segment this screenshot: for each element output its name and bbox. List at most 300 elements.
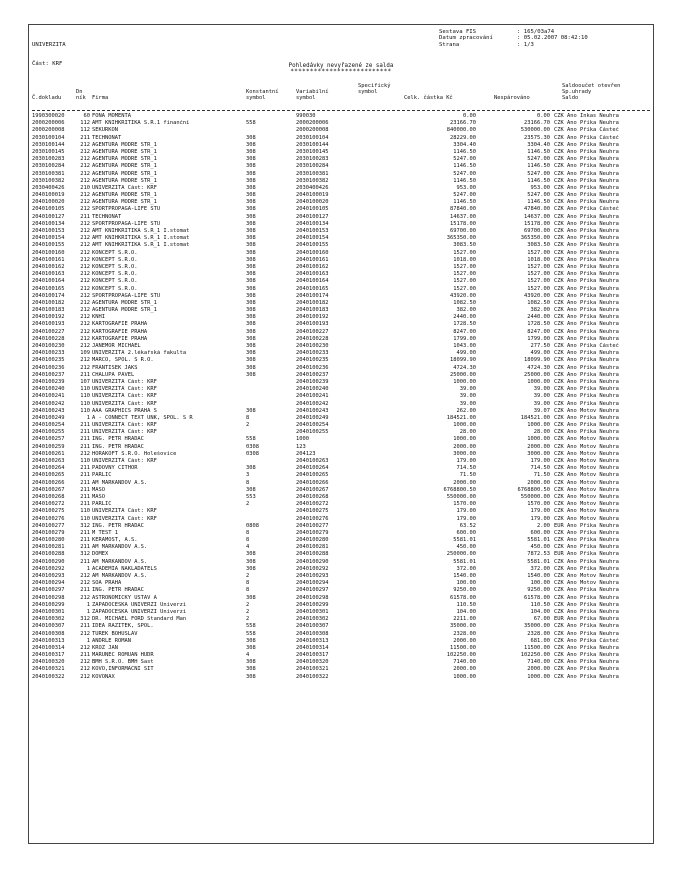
unpaired-amount: 67.00 [533,616,550,623]
saldo-status: CZK Ano Motov Neuhra [554,479,619,486]
variable-symbol: 2040100322 [296,673,329,680]
total-amount: 35000.00 [450,623,476,630]
doc-number: 2040100317 [32,652,65,659]
constant-symbol: 308 [246,465,256,472]
table-row [32,286,650,293]
doc-number: 2040100127 [32,213,65,220]
doc-number: 2040100235 [32,357,65,364]
unpaired-amount: 1000.00 [527,378,550,385]
variable-symbol: 2040100272 [296,501,329,508]
firm-name: KONCEPT S.R.O. [92,285,138,292]
constant-symbol: 308 [246,220,256,227]
doc-number: 2040100272 [32,501,65,508]
doc-number: 2040100267 [32,486,65,493]
org-name: UNIVERZITA [32,41,66,48]
total-amount: 5247.00 [453,192,476,199]
firm-name: DOMEX [92,551,109,558]
total-amount: 23166.70 [450,120,476,127]
doc-number: 2040100160 [32,249,65,256]
variable-symbol: 2040100227 [296,328,329,335]
firm-name: AMT KNIHKRITIKA S.R_1 I.stomat [92,235,190,242]
saldo-status: CZK Ano Příka Neuhra [554,120,619,127]
variable-symbol: 2040100235 [296,357,329,364]
unpaired-amount: 7140.00 [527,659,550,666]
constant-symbol: 308 [246,263,256,270]
journal-code: 212 [80,580,90,587]
table-row [32,350,650,357]
unpaired-amount: 1146.50 [527,163,550,170]
doc-number: 2040100155 [32,242,65,249]
journal-code: 212 [80,235,90,242]
table-row [32,163,650,170]
table-row [32,343,650,350]
firm-name: MASO [92,493,105,500]
table-row [32,551,650,558]
total-amount: 1527.00 [453,278,476,285]
unpaired-amount: 499.00 [530,350,550,357]
doc-number: 2040100314 [32,644,65,651]
doc-number: 2040100268 [32,493,65,500]
table-row [32,501,650,508]
constant-symbol: 2 [246,616,250,623]
saldo-status: CZK Ano Motov Neuhra [554,436,619,443]
firm-name: TECHNONAT [92,134,122,141]
firm-name: KARTOGRAFIE PRAHA [92,321,148,328]
saldo-status: CZK Ano Příka Neuhra [554,314,619,321]
saldo-status: CZK Ano Příka Neuhra [554,652,619,659]
journal-code: 211 [80,529,90,536]
variable-symbol: 2040100292 [296,565,329,572]
total-amount: 4724.30 [453,364,476,371]
unpaired-amount: 3083.50 [527,242,550,249]
saldo-status: CZK Ano Příka Neuhra [554,587,619,594]
report-page [28,24,654,844]
constant-symbol: 308 [246,285,256,292]
firm-name: AMT KNIHKRITIKA S.R.1 finanční [92,120,190,127]
table-row [32,429,650,436]
journal-code: 212 [80,328,90,335]
journal-code: 112 [80,120,90,127]
unpaired-amount: 5581.01 [527,558,550,565]
total-amount: 1146.50 [453,163,476,170]
firm-name: AGENTURA MODRÉ STR_1 [92,307,157,314]
table-row [32,472,650,479]
saldo-status: CZK Ano Příka Neuhra [554,141,619,148]
firm-name: KROZ JAN [92,644,118,651]
firm-name: FRANTIŠEK JAKS [92,364,138,371]
firm-name: AGENTURA MODRÉ STR_1 [92,199,157,206]
doc-number: 2040100183 [32,307,65,314]
journal-code: 211 [80,422,90,429]
total-amount: 110.50 [456,601,476,608]
unpaired-amount: 1018.00 [527,256,550,263]
saldo-status: CZK Ano Příka Neuhra [554,608,619,615]
saldo-status: CZK Ano Příka Neuhra [554,422,619,429]
total-amount: 3000.00 [453,450,476,457]
journal-code: 110 [80,386,90,393]
unpaired-amount: 953.00 [530,184,550,191]
saldo-status: CZK Ano Příka Neuhra [554,659,619,666]
doc-number: 2030100382 [32,177,65,184]
doc-number: 2040100174 [32,292,65,299]
doc-number: 2030100144 [32,141,65,148]
total-amount: 1570.00 [453,501,476,508]
saldo-status: CZK Ano Příka Neuhra [554,429,619,436]
firm-name: PARLIC [92,501,112,508]
firm-name: KARTOGRAFIE PRAHA [92,335,148,342]
saldo-status: CZK Ano Příka Neuhra [554,292,619,299]
doc-number: 2040100255 [32,429,65,436]
table-row [32,171,650,178]
journal-code: 1 [86,565,90,572]
saldo-status: CZK Ano Příka Neuhra [554,192,619,199]
unpaired-amount: 2.00 [537,522,550,529]
meta-separator: : [517,41,521,48]
unpaired-amount: 1000.00 [527,422,550,429]
doc-number: 2040100263 [32,458,65,464]
journal-code: 212 [80,343,90,349]
journal-code: 212 [80,594,90,601]
firm-name: UNIVERZITA Část: KRF [92,386,157,393]
journal-code: 212 [80,249,90,256]
journal-code: 211 [80,623,90,630]
report-title [29,63,653,76]
saldo-status: EUR Ano Příka Neuhra [554,616,619,623]
constant-symbol: 308 [246,364,256,371]
col-vs: Variabilní symbol [296,89,329,102]
journal-code: 212 [80,177,90,184]
constant-symbol: 308 [246,637,256,644]
saldo-status: CZK Ano Příka Neuhra [554,371,619,378]
constant-symbol: 308 [246,321,256,328]
table-row [32,444,650,451]
unpaired-amount: 47840.00 [524,206,550,213]
constant-symbol: 308 [246,666,256,673]
unpaired-amount: 69700.00 [524,228,550,234]
constant-symbol: 558 [246,630,256,637]
saldo-status: CZK Ano Příka Neuhra [554,213,619,220]
firm-name: DR. MICHAEL FORD Standard Man [92,616,187,623]
unpaired-amount: 450.00 [530,544,550,551]
variable-symbol: 2040100134 [296,220,329,227]
table-row [32,192,650,199]
constant-symbol: 308 [246,271,256,278]
firm-name: A - CONNECT TEXT UNK, SPOL. S R [92,414,193,421]
table-row [32,199,650,206]
table-row [32,135,650,142]
constant-symbol: 308 [246,141,256,148]
table-row [32,300,650,307]
constant-symbol: 4 [246,652,250,659]
unpaired-amount: 714.50 [530,465,550,472]
variable-symbol: 2030100144 [296,141,329,148]
table-row [32,156,650,163]
total-amount: 39.00 [459,400,476,407]
total-amount: 1527.00 [453,285,476,292]
variable-symbol: 2040100241 [296,393,329,400]
table-row [32,329,650,336]
total-amount: 840000.00 [446,127,476,134]
saldo-status: CZK Ano Příka Neuhra [554,163,619,170]
saldo-status: CZK Ano Příka Neuhra [554,285,619,292]
doc-number: 2040100281 [32,544,65,551]
table-row [32,415,650,422]
variable-symbol: 2040100266 [296,479,329,486]
col-saldo: Saldooučet otevřen Sp.uhrady Saldo [562,83,621,102]
unpaired-amount: 3000.00 [527,450,550,457]
unpaired-amount: 179.00 [530,508,550,515]
report-rows [32,113,650,681]
doc-number: 2040100266 [32,479,65,486]
variable-symbol: 2040100281 [296,544,329,551]
meta-value: 05.02.2007 08:42:10 [523,35,588,42]
saldo-status: CZK Ano Příka Neuhra [554,335,619,342]
total-amount: 3304.40 [453,141,476,148]
saldo-status: CZK Ano Příka Neuhra [554,673,619,680]
total-amount: 1146.50 [453,148,476,155]
unpaired-amount: 382.00 [530,307,550,314]
variable-symbol: 2040100297 [296,587,329,594]
doc-number: 2040100313 [32,637,65,644]
unpaired-amount: 0.00 [537,113,550,119]
table-row [32,580,650,587]
variable-symbol: 2040100265 [296,472,329,479]
variable-symbol: 2040100019 [296,192,329,199]
total-amount: 365350.00 [446,235,476,242]
table-row [32,242,650,249]
doc-number: 2040100264 [32,465,65,472]
doc-number: 2040100249 [32,414,65,421]
total-amount: 1527.00 [453,249,476,256]
doc-number: 2040100279 [32,529,65,536]
unpaired-amount: 9250.00 [527,587,550,594]
saldo-status: CZK Ano Příka Neuhra [554,393,619,400]
saldo-status: CZK Ano Motov Neuhra [554,458,619,464]
saldo-status: CZK Ano Příka Neuhra [554,594,619,601]
unpaired-amount: 1000.00 [527,436,550,443]
doc-number: 2040100019 [32,192,65,199]
total-amount: 9250.00 [453,587,476,594]
saldo-status: CZK Ano Příka Neuhra [554,666,619,673]
total-amount: 3083.50 [453,242,476,249]
table-row [32,487,650,494]
unpaired-amount: 1527.00 [527,249,550,256]
constant-symbol: 308 [246,256,256,263]
journal-code: 212 [80,364,90,371]
doc-number: 2040100261 [32,450,65,457]
doc-number: 2040100243 [32,407,65,414]
unpaired-amount: 2000.00 [527,443,550,450]
firm-name: AGENTURA MODRÉ STR_1 [92,177,157,184]
unpaired-amount: 179.00 [530,458,550,464]
variable-symbol: 2030100381 [296,170,329,177]
total-amount: 15178.00 [450,220,476,227]
variable-symbol: 2040100230 [296,343,329,349]
total-amount: 61578.00 [450,594,476,601]
total-amount: 8247.00 [453,328,476,335]
journal-code: 110 [80,393,90,400]
journal-code: 211 [80,472,90,479]
table-row [32,235,650,242]
variable-symbol: 2040100165 [296,285,329,292]
constant-symbol: 308 [246,644,256,651]
total-amount: 250000.00 [446,551,476,558]
journal-code: 211 [80,213,90,220]
saldo-status: CZK Ano Motov Neuhra [554,465,619,472]
total-amount: 28.00 [459,429,476,436]
table-row [32,293,650,300]
doc-number: 2040100301 [32,608,65,615]
variable-symbol: 2040100293 [296,573,329,579]
firm-name: KOVO,INFORMAČNÍ SÍŤ [92,666,154,673]
header-meta [439,29,588,48]
variable-symbol: 2040100239 [296,378,329,385]
doc-number: 2040100233 [32,350,65,357]
journal-code: 211 [80,371,90,378]
table-row [32,595,650,602]
unpaired-amount: 5247.00 [527,156,550,163]
total-amount: 2211.00 [453,616,476,623]
doc-number: 2000200008 [32,127,65,134]
journal-code: 1 [86,637,90,644]
saldo-status: CZK Ano Příka Neuhra [554,263,619,270]
variable-symbol: 2040100182 [296,299,329,306]
saldo-status: CZK Ano Příka Neuhra [554,220,619,227]
saldo-status: CZK Ano Příka Neuhra [554,278,619,285]
table-row [32,393,650,400]
table-row [32,365,650,372]
unpaired-amount: 365350.00 [520,235,550,242]
firm-name: AGENTURA MODRÉ STR_1 [92,170,157,177]
total-amount: 5581.01 [453,558,476,565]
table-row [32,142,650,149]
firm-name: UNIVERZITA 2.lékařská fakulta [92,350,187,357]
saldo-status: CZK Ano Motov Neuhra [554,515,619,522]
table-row [32,127,650,134]
firm-name: UNIVERZITA Část: KRF [92,400,157,407]
firm-name: AGENTURA MODRÉ STR_1 [92,148,157,155]
variable-symbol: 2040100298 [296,594,329,601]
saldo-status: CZK Ano Příka Neuhra [554,630,619,637]
variable-symbol: 2040100153 [296,228,329,234]
total-amount: 18099.90 [450,357,476,364]
doc-number: 2040100182 [32,299,65,306]
unpaired-amount: 61578.00 [524,594,550,601]
variable-symbol: 990030 [296,113,316,119]
variable-symbol: 2040100192 [296,314,329,321]
constant-symbol: 558 [246,623,256,630]
constant-symbol: 308 [246,278,256,285]
variable-symbol: 1000 [296,436,309,443]
doc-number: 2040100105 [32,206,65,213]
saldo-status: CZK Ano Příka Neuhra [554,184,619,191]
doc-number: 2040100230 [32,343,65,349]
total-amount: 184521.00 [446,414,476,421]
table-row [32,666,650,673]
table-row [32,638,650,645]
variable-symbol: 2040100294 [296,580,329,587]
variable-symbol: 2040100280 [296,537,329,544]
journal-code: 1 [86,601,90,608]
doc-number: 2040100299 [32,601,65,608]
constant-symbol: 558 [246,120,256,127]
table-row [32,537,650,544]
doc-number: 2040100294 [32,580,65,587]
total-amount: 11500.00 [450,644,476,651]
constant-symbol: 4 [246,544,250,551]
saldo-status: CZK Ano Motov Neuhra [554,486,619,493]
saldo-status: CZK Ano Motov Neuhra [554,580,619,587]
unpaired-amount: 1146.50 [527,177,550,184]
table-row [32,645,650,652]
journal-code: 212 [80,666,90,673]
firm-name: AMT KNIHKRITIKA S.R_1 I.stomat [92,228,190,234]
doc-number: 2040100240 [32,386,65,393]
table-row [32,379,650,386]
constant-symbol: 0808 [246,522,259,529]
firm-name: M TEST 1 [92,529,118,536]
report-title-underline: ************************** [290,69,392,76]
journal-code: 212 [80,450,90,457]
journal-code: 212 [80,292,90,299]
table-row [32,609,650,616]
saldo-status: EUR Ano Příka Neuhra [554,551,619,558]
variable-symbol: 123 [296,443,306,450]
column-headers [32,83,650,109]
unpaired-amount: 43920.00 [524,292,550,299]
doc-number: 2040100153 [32,228,65,234]
doc-number: 2040100293 [32,573,65,579]
variable-symbol: 2040100317 [296,652,329,659]
unpaired-amount: 39.00 [533,400,550,407]
doc-number: 2040100165 [32,285,65,292]
meta-separator: : [517,35,521,42]
variable-symbol: 2040100267 [296,486,329,493]
journal-code: 212 [80,307,90,314]
constant-symbol: 308 [246,192,256,199]
constant-symbol: 0308 [246,443,259,450]
journal-code: 212 [80,573,90,579]
journal-code: 212 [80,285,90,292]
firm-name: ACADEMIA NAKLADATELS [92,565,157,572]
journal-code: 212 [80,299,90,306]
variable-symbol: 2040100183 [296,307,329,314]
journal-code: 212 [80,659,90,666]
variable-symbol: 2040100164 [296,278,329,285]
saldo-status: CZK Ano Motov Neuhra [554,501,619,508]
total-amount: 87840.00 [450,206,476,213]
constant-symbol: 308 [246,184,256,191]
firm-name: MASO [92,486,105,493]
saldo-status: CZK Ano Příka Neuhra [554,242,619,249]
table-row [32,228,650,235]
doc-number: 2030100145 [32,148,65,155]
constant-symbol: 308 [246,551,256,558]
total-amount: 7140.00 [453,659,476,666]
journal-code: 1 [86,414,90,421]
table-row [32,631,650,638]
firm-name: KONCEPT S.R.O. [92,256,138,263]
doc-number: 2000200006 [32,120,65,127]
unpaired-amount: 7872.53 [527,551,550,558]
saldo-status: CZK Ano Příka Neuhra [554,321,619,328]
unpaired-amount: 18099.90 [524,357,550,364]
constant-symbol: 308 [246,249,256,256]
firm-name: UNIVERZITA Část: KRF [92,515,157,522]
total-amount: 1000.00 [453,673,476,680]
unpaired-amount: 100.00 [530,580,550,587]
firm-name: KONCEPT S.R.O. [92,263,138,270]
